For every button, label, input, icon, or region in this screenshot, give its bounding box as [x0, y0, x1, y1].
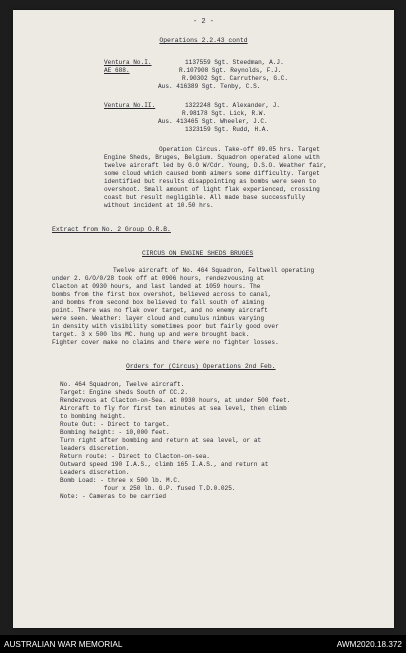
orders-line: Return route: - Direct to Clacton-on-sea.: [60, 453, 210, 460]
operations-heading: Operations 2.2.43 contd: [159, 37, 248, 44]
orders-line: leaders discretion.: [60, 445, 130, 452]
circus-text-line: bombs from the first box overshot, believed across to canal,: [52, 291, 272, 298]
extract-heading: Extract from No. 2 Group O.R.B.: [52, 226, 171, 233]
crew-line: Aus. 416389 Sgt. Tenby, C.S.: [158, 83, 261, 90]
crew-line: 1137559 Sgt. Steedman, A.J.: [185, 59, 284, 66]
crew-line: 1323159 Sgt. Rudd, H.A.: [185, 126, 270, 133]
ventura-2-label: Ventura No.II.: [104, 102, 156, 109]
crew-line: Aus. 413465 Sgt. Wheeler, J.C.: [158, 118, 268, 125]
orders-line: Target: Engine sheds South of CC.2.: [60, 389, 188, 396]
circus-text-line: point. There was no flak over target, and no enemy aircraft: [52, 307, 268, 314]
orders-line: to bombing height.: [60, 413, 126, 420]
page-number: - 2 -: [192, 18, 214, 26]
orders-line: Route Out: - Direct to target.: [60, 421, 170, 428]
orders-line: Bomb Load: - three x 500 lb. M.C.: [60, 477, 181, 484]
orders-line: Turn right after bombing and return at sea level, or at: [60, 437, 262, 444]
operation-text-line: Operation Circus. Take-off 09.05 hrs. Target: [159, 146, 320, 153]
crew-line: 1322248 Sgt. Alexander, J.: [185, 102, 281, 109]
crew-line: R.98178 Sgt. Lick, R.W.: [182, 110, 267, 117]
circus-text-line: under 2. G/O/0/28 took off at 0906 hours, rendezvousing at: [52, 275, 265, 282]
circus-text-line: Clacton at 0930 hours, and last landed at 1059 hours. The: [52, 283, 261, 290]
orders-heading: Orders for (Circus) Operations 2nd Feb.: [126, 363, 276, 370]
footer-reference: AWM2020.18.372: [336, 640, 402, 649]
operation-text-line: Engine Sheds, Bruges, Belgium. Squadron operated alone with: [104, 154, 320, 161]
operation-text-line: without incident at 10.50 hrs.: [104, 202, 214, 209]
orders-line: four x 250 lb. G.P. fused T.D.0.025.: [60, 485, 236, 492]
circus-text-line: Twelve aircraft of No. 464 Squadron, Feltwell operating: [113, 267, 315, 274]
ventura-1-label: Ventura No.I.: [104, 59, 152, 66]
orders-line: Leaders discretion.: [60, 469, 130, 476]
operation-text-line: identified but results disappointing as bombs were seen to: [104, 178, 317, 185]
circus-heading: CIRCUS ON ENGINE SHEDS BRUGES: [142, 250, 254, 257]
circus-text-line: Fighter cover make no claims and there were no fighter losses.: [52, 339, 279, 346]
operation-text-line: coast but result negligible. All made base successfully: [104, 194, 306, 201]
crew-line: R.107908 Sgt. Reynolds, F.J.: [179, 67, 282, 74]
orders-line: No. 464 Squadron, Twelve aircraft.: [60, 381, 185, 388]
circus-text-line: were seen. Weather: layer cloud and cumulus nimbus varying: [52, 315, 265, 322]
orders-line: Bombing height: - 10,000 feet.: [60, 429, 170, 436]
circus-text-line: and bombs from second box believed to fall south of aiming: [52, 299, 265, 306]
footer-source: AUSTRALIAN WAR MEMORIAL: [4, 640, 123, 649]
document-page: [13, 10, 394, 628]
operation-text-line: some cloud which caused bomb aimers some difficulty. Target: [104, 170, 320, 177]
crew-line: R.90302 Sgt. Carruthers, G.C.: [182, 75, 289, 82]
circus-text-line: in density with visibility sometimes poor but fairly good over: [52, 323, 279, 330]
orders-line: Outward speed 190 I.A.S., climb 165 I.A.S., and return at: [60, 461, 269, 468]
orders-line: Note: - Cameras to be carried: [60, 493, 167, 500]
circus-text-line: target. 3 x 500 lbs MC. hung up and were brought back.: [52, 331, 250, 338]
orders-line: Rendezvous at Clacton-on-Sea. at 0930 hours, at under 500 feet.: [60, 397, 291, 404]
ventura-1-code: AE 688.: [104, 67, 130, 74]
operation-text-line: overshoot. Small amount of light flak experienced, crossing: [104, 186, 320, 193]
orders-line: Aircraft to fly for first ten minutes at sea level, then climb: [60, 405, 287, 412]
operation-text-line: twelve aircraft led by G.O W/Cdr. Young, D.S.O. Weather fair,: [104, 162, 328, 169]
archive-footer: [0, 635, 406, 653]
